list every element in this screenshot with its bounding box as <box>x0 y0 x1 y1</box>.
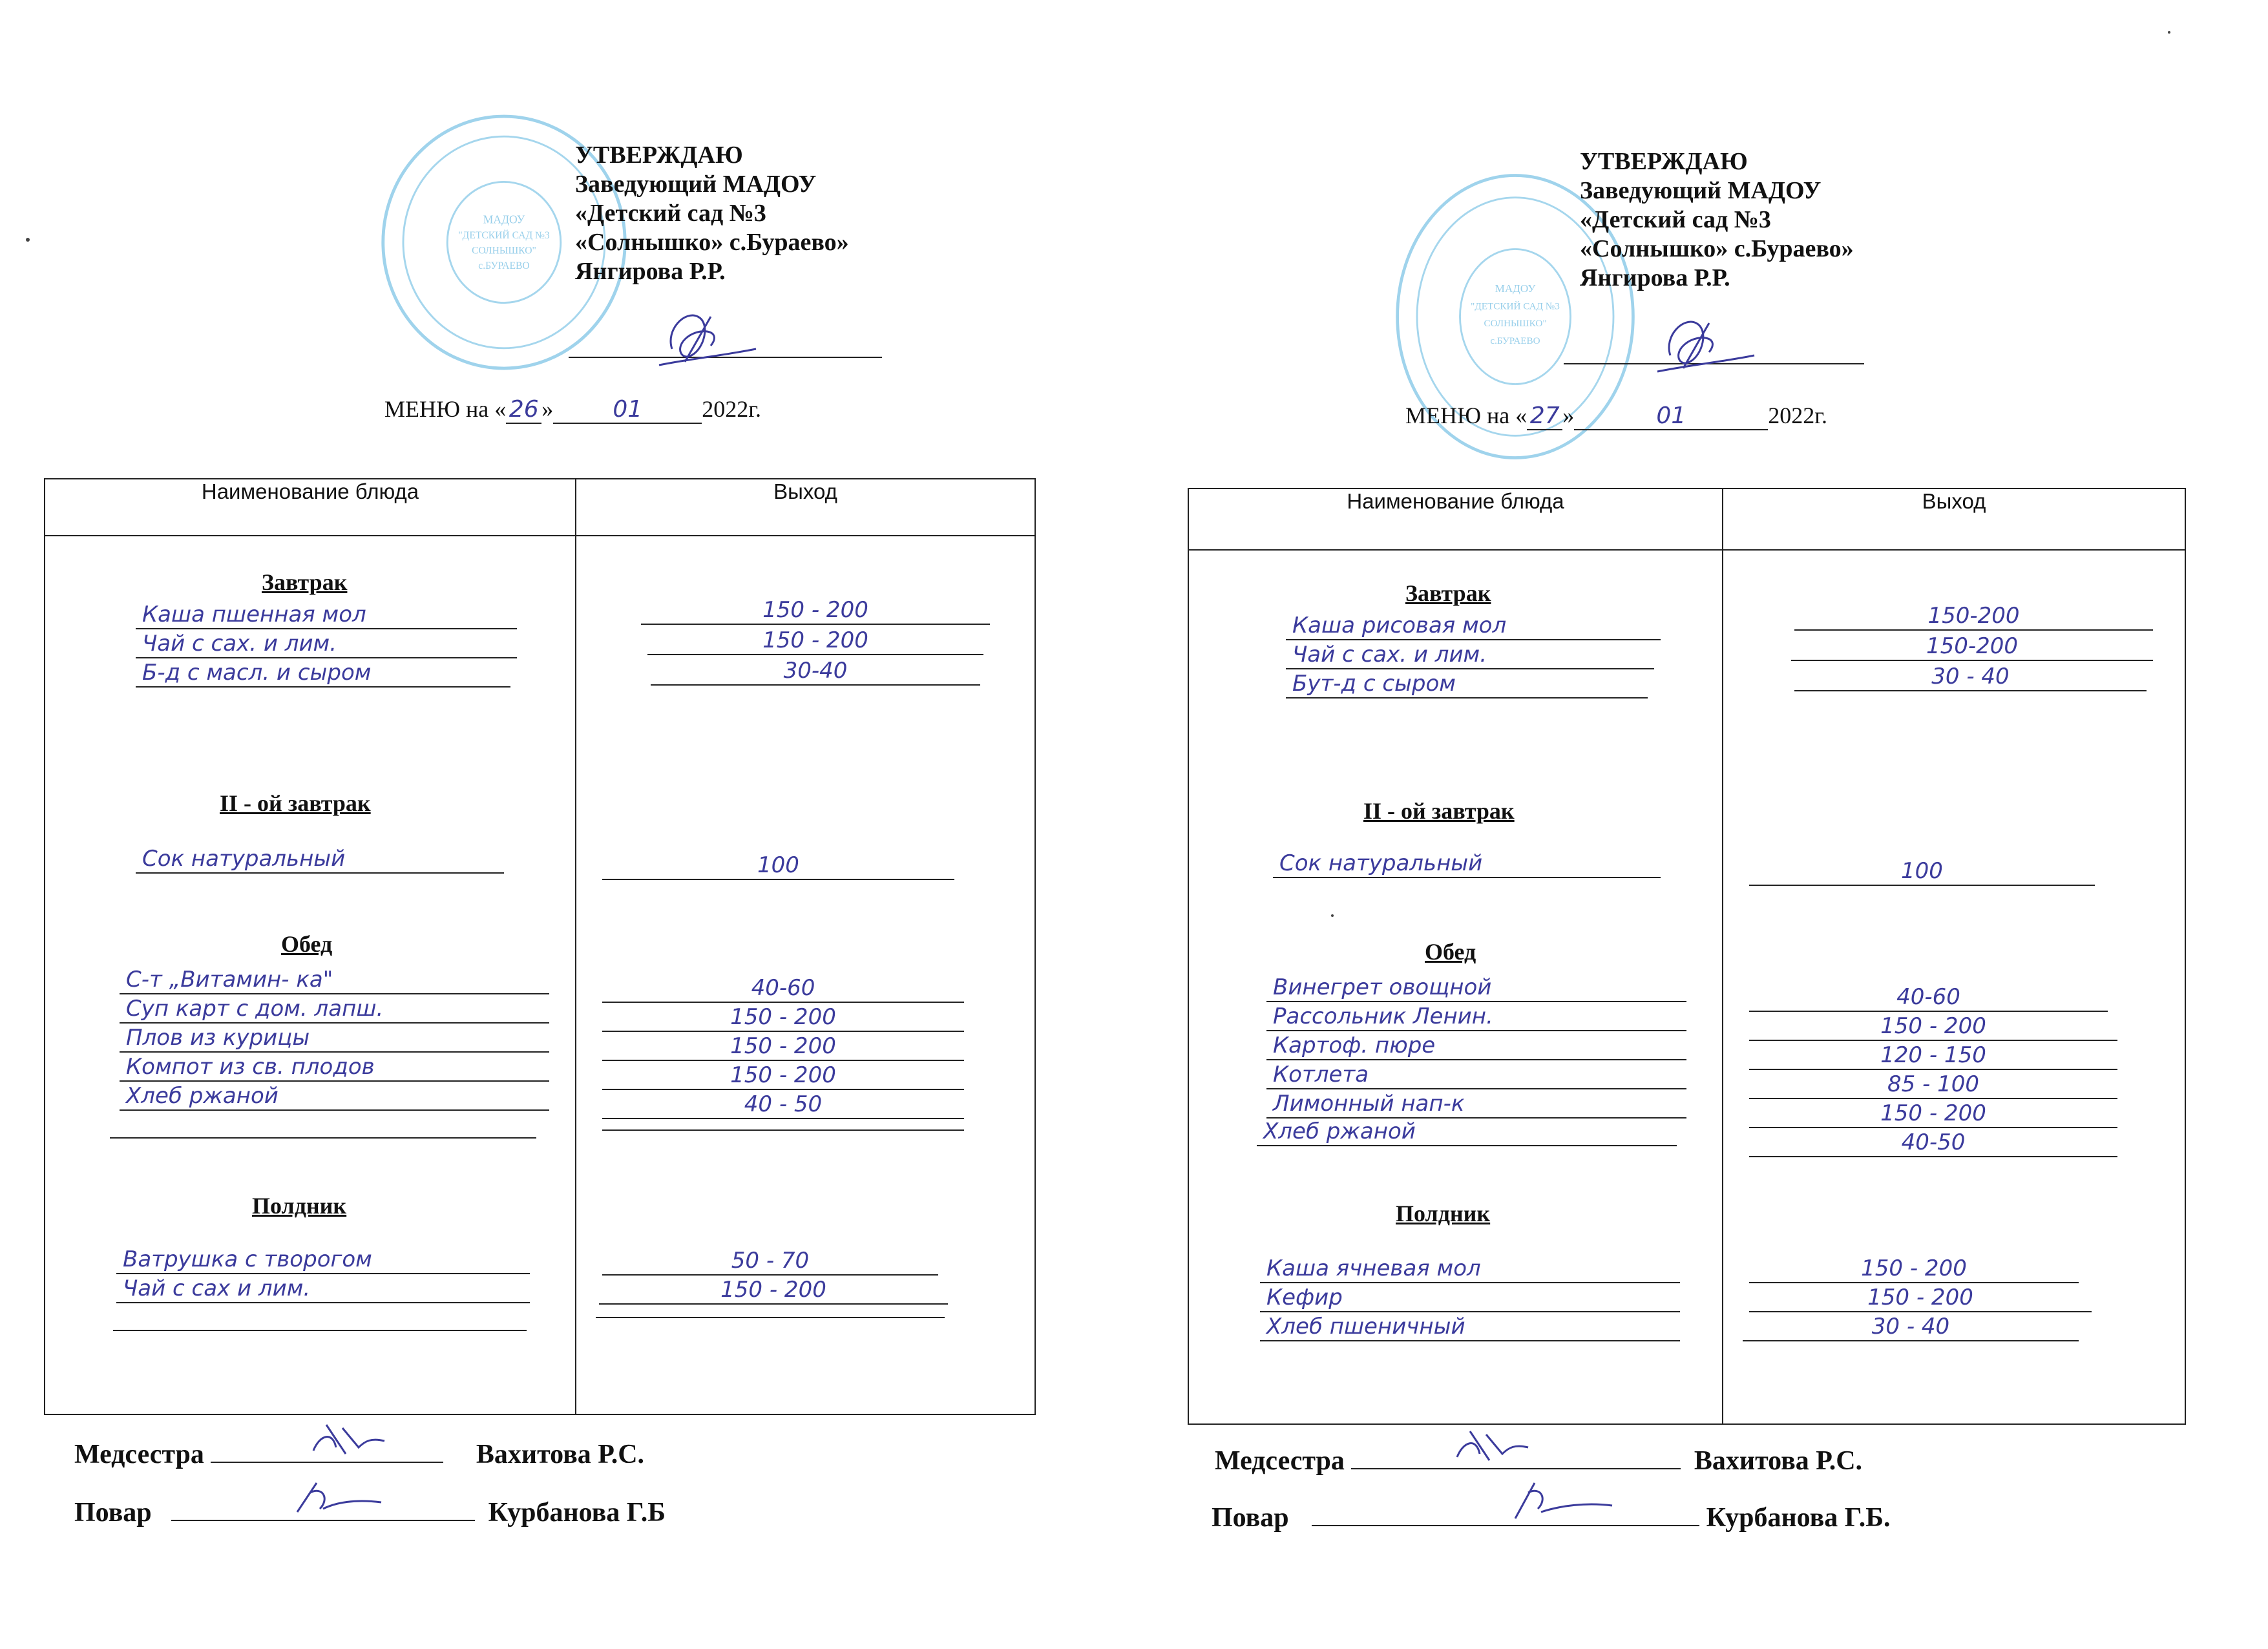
dish-item: Ватрушка с творогом <box>116 1246 530 1274</box>
dish-item: Хлеб ржаной <box>1257 1118 1677 1146</box>
dish-item: Суп карт с дом. лапш. <box>120 995 549 1024</box>
dish-column <box>45 536 576 1414</box>
nurse-signature <box>1451 1422 1541 1473</box>
svg-text:СОЛНЫШКО": СОЛНЫШКО" <box>472 245 536 257</box>
head-signature <box>646 304 762 375</box>
output-value: 150 - 200 <box>1749 1284 2092 1312</box>
menu-day: 27 <box>1527 403 1562 430</box>
menu-table <box>44 478 1036 1415</box>
approval-org-line1: «Детский сад №3 <box>575 200 766 227</box>
dish-item: Хлеб ржаной <box>120 1082 549 1111</box>
dish-item: Каша пшенная мол <box>136 601 517 629</box>
blank-line <box>110 1137 536 1139</box>
section-title: Полдник <box>1396 1201 1491 1226</box>
output-value: 40-60 <box>602 974 964 1003</box>
output-value: 40-50 <box>1749 1129 2117 1157</box>
dish-item: Картоф. пюре <box>1266 1032 1686 1060</box>
menu-month: 01 <box>1574 403 1768 430</box>
dish-item: Каша рисовая мол <box>1286 612 1661 640</box>
cook-label: Повар <box>74 1498 152 1528</box>
menu-sheet-right <box>1134 0 2268 1649</box>
menu-year: 2022г. <box>702 396 761 422</box>
menu-year: 2022г. <box>1768 403 1827 428</box>
header-dish: Наименование блюда <box>1188 488 1723 550</box>
output-value: 150 - 200 <box>647 627 983 655</box>
svg-text:с.БУРАЕВО: с.БУРАЕВО <box>1490 335 1540 346</box>
dish-item: Винегрет овощной <box>1266 974 1686 1002</box>
output-value: 30 - 40 <box>1794 663 2147 691</box>
section-title: Полдник <box>252 1193 347 1219</box>
cook-label: Повар <box>1212 1503 1289 1533</box>
dish-item: Рассольник Ленин. <box>1266 1003 1686 1031</box>
output-value: 30 - 40 <box>1743 1313 2079 1341</box>
dish-item: Чай с сах. и лим. <box>1286 641 1654 669</box>
svg-text:с.БУРАЕВО: с.БУРАЕВО <box>478 260 530 271</box>
dish-item: Плов из курицы <box>120 1024 549 1053</box>
approval-block <box>1580 147 1854 293</box>
section-title: II - ой завтрак <box>220 790 371 816</box>
svg-text:МАДОУ: МАДОУ <box>483 213 525 226</box>
menu-label: МЕНЮ на « <box>384 396 507 422</box>
output-column <box>576 536 1035 1414</box>
dish-item: Сок натуральный <box>136 845 504 874</box>
scan-speck <box>1331 914 1334 917</box>
output-value: 150-200 <box>1794 602 2153 631</box>
blank-line <box>596 1317 945 1318</box>
dish-item: Чай с сах и лим. <box>116 1275 530 1303</box>
menu-table <box>1188 488 2186 1425</box>
cook-signature <box>284 1473 388 1525</box>
menu-quote: » <box>541 396 554 422</box>
cook-signature <box>1502 1473 1619 1531</box>
approval-title: УТВЕРЖДАЮ <box>575 142 743 169</box>
menu-date-line <box>1405 402 1827 430</box>
dish-item: Хлеб пшеничный <box>1260 1313 1680 1341</box>
header-dish: Наименование блюда <box>45 479 576 536</box>
approval-org-line1: «Детский сад №3 <box>1580 206 1771 233</box>
section-title: Завтрак <box>1405 580 1491 606</box>
output-value: 150 - 200 <box>602 1062 964 1090</box>
svg-text:"ДЕТСКИЙ САД №3: "ДЕТСКИЙ САД №3 <box>458 230 550 242</box>
section-title: Завтрак <box>262 569 348 595</box>
dish-item: Каша ячневая мол <box>1260 1255 1680 1283</box>
approval-head-name: Янгирова Р.Р. <box>1580 264 1730 291</box>
section-title: Обед <box>1425 939 1476 965</box>
output-value: 150 - 200 <box>1749 1100 2117 1128</box>
menu-date-line <box>384 395 761 424</box>
menu-day: 26 <box>506 396 541 424</box>
nurse-name: Вахитова Р.С. <box>476 1440 645 1469</box>
output-value: 150 - 200 <box>1749 1255 2079 1283</box>
blank-line <box>113 1330 527 1331</box>
output-value: 30-40 <box>651 657 980 686</box>
nurse-label: Медсестра <box>74 1440 204 1469</box>
dish-item: Кефир <box>1260 1284 1680 1312</box>
menu-month: 01 <box>553 396 702 424</box>
header-output: Выход <box>1723 488 2185 550</box>
output-value: 150 - 200 <box>641 596 990 625</box>
output-value: 150-200 <box>1791 633 2153 661</box>
menu-quote: » <box>1562 403 1575 428</box>
dish-item: Бут-д с сыром <box>1286 670 1648 698</box>
header-output: Выход <box>576 479 1035 536</box>
svg-text:"ДЕТСКИЙ САД №3: "ДЕТСКИЙ САД №3 <box>1471 300 1560 312</box>
section-title: Обед <box>281 931 333 957</box>
dish-item: Б-д с масл. и сыром <box>136 659 510 688</box>
output-value: 40-60 <box>1749 983 2108 1012</box>
dish-item: Котлета <box>1266 1061 1686 1089</box>
approval-org-line2: «Солнышко» с.Бураево» <box>1580 235 1854 262</box>
output-value: 100 <box>602 852 954 880</box>
output-value: 40 - 50 <box>602 1091 964 1119</box>
dish-column <box>1188 550 1723 1424</box>
output-value: 150 - 200 <box>602 1003 964 1032</box>
output-value: 150 - 200 <box>602 1033 964 1061</box>
menu-label: МЕНЮ на « <box>1405 403 1528 428</box>
scan-speck <box>2168 31 2170 34</box>
svg-text:МАДОУ: МАДОУ <box>1495 282 1536 295</box>
approval-block <box>575 141 849 286</box>
dish-item: Компот из св. плодов <box>120 1053 549 1082</box>
dish-item: Сок натуральный <box>1273 850 1661 878</box>
approval-position: Заведующий МАДОУ <box>1580 177 1822 204</box>
nurse-label: Медсестра <box>1215 1446 1345 1476</box>
output-value: 85 - 100 <box>1749 1071 2117 1099</box>
section-title: II - ой завтрак <box>1363 798 1515 824</box>
head-signature <box>1644 310 1761 381</box>
approval-head-name: Янгирова Р.Р. <box>575 258 726 285</box>
nurse-name: Вахитова Р.С. <box>1694 1446 1863 1476</box>
output-column <box>1723 550 2185 1424</box>
output-value: 150 - 200 <box>1749 1013 2117 1041</box>
svg-text:СОЛНЫШКО": СОЛНЫШКО" <box>1484 318 1547 330</box>
scan-speck <box>26 238 30 242</box>
output-value: 100 <box>1749 857 2095 886</box>
cook-name: Курбанова Г.Б. <box>1706 1503 1891 1533</box>
output-value: 150 - 200 <box>599 1276 948 1305</box>
approval-title: УТВЕРЖДАЮ <box>1580 148 1748 175</box>
approval-org-line2: «Солнышко» с.Бураево» <box>575 229 849 256</box>
nurse-signature <box>307 1415 397 1467</box>
cook-name: Курбанова Г.Б <box>488 1498 666 1528</box>
dish-item: С-т „Витамин- ка" <box>120 966 549 994</box>
output-value: 120 - 150 <box>1749 1042 2117 1070</box>
dish-item: Лимонный нап-к <box>1266 1090 1686 1119</box>
output-value: 50 - 70 <box>602 1247 938 1276</box>
blank-line <box>602 1129 964 1131</box>
approval-position: Заведующий МАДОУ <box>575 171 817 198</box>
dish-item: Чай с сах. и лим. <box>136 630 517 658</box>
